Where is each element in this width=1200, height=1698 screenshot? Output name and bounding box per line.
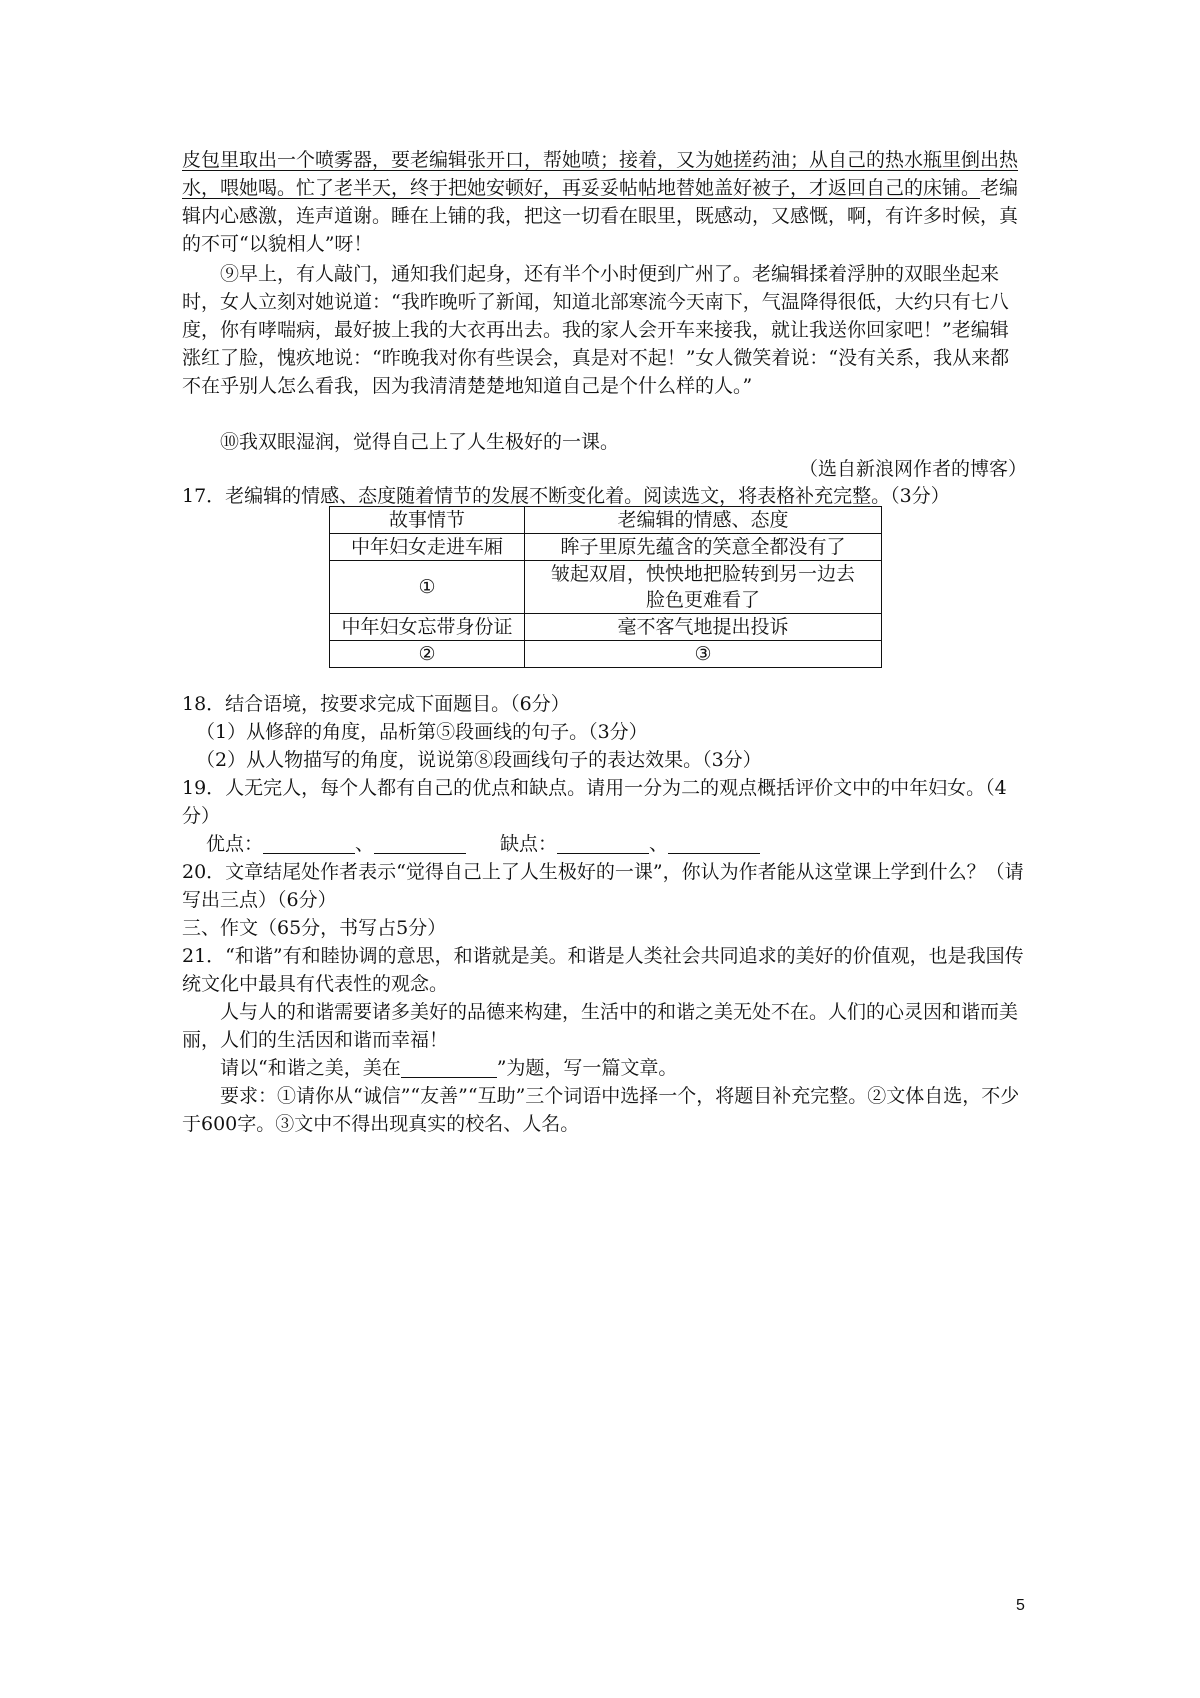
table-row	[330, 614, 882, 641]
underlined-sentence: 皮包里取出一个喷雾器，要老编辑张开口，帮她喷；接着，又为她搓药油；从自己的热水瓶里倒出热水，喂她喝。忙了老半天，终于把她安顿好，再妥妥帖帖地替她盖好被子，才返回自己的床铺。	[182, 149, 1019, 199]
passage-paragraph-10: ⑩我双眼湿润，觉得自己上了人生极好的一课。	[220, 431, 620, 453]
section-composition-heading: 三、作文（65分，书写占5分）	[182, 917, 447, 939]
title-blank[interactable]	[401, 1057, 497, 1078]
table-cell: 中年妇女忘带身份证	[330, 614, 525, 641]
strength-blank-2[interactable]	[374, 833, 466, 854]
question-18: 18．结合语境，按要求完成下面题目。（6分） （1）从修辞的角度，品析第⑤段画线的句子。（3分） （2）从人物描写的角度，说说第⑧段画线句子的表达效果。（3分）	[182, 690, 1027, 774]
question-21: 21．“和谐”有和睦协调的意思，和谐就是美。和谐是人类社会共同追求的美好的价值观，也是我国传统文化中最具有代表性的观念。 人与人的和谐需要诸多美好的品德来构建，生活中的和谐之美无处不在。人们的心灵因和谐而美丽，人们的生活因和谐而幸福！ 请以“和谐之美，美在 ”为题，写一篇文章。 要求：①请你从“诚信”“友善”“互助”三个词语中选择一个，将题目补充完整。②文体自选，不少于600字。③文中不得出现真实的校名、人名。	[182, 942, 1027, 1138]
source-note: （选自新浪网作者的博客）	[798, 458, 1027, 480]
question-21-paragraph-2: 人与人的和谐需要诸多美好的品德来构建，生活中的和谐之美无处不在。人们的心灵因和谐而美丽，人们的生活因和谐而幸福！	[182, 1001, 1019, 1051]
question-18-part-2: （2）从人物描写的角度，说说第⑧段画线句子的表达效果。（3分）	[196, 749, 762, 771]
question-17: 17．老编辑的情感、态度随着情节的发展不断变化着。阅读选文，将表格补充完整。（3分）	[182, 485, 950, 507]
table-header: 老编辑的情感、态度	[525, 507, 882, 534]
question-20: 20．文章结尾处作者表示“觉得自己上了人生极好的一课”，你认为作者能从这堂课上学到什么？（请写出三点）（6分）	[182, 861, 1024, 911]
table-row	[330, 534, 882, 561]
answer-line: 优点： 、 缺点： 、	[182, 830, 1027, 858]
passage-paragraph-8	[182, 146, 1027, 258]
question-21-requirements: 要求：①请你从“诚信”“友善”“互助”三个词语中选择一个，将题目补充完整。②文体自选，不少于600字。③文中不得出现真实的校名、人名。	[182, 1085, 1020, 1135]
table-header-row	[330, 507, 882, 534]
plot-attitude-table	[329, 506, 882, 668]
passage-paragraph-9: ⑨早上，有人敲门，通知我们起身，还有半个小时便到广州了。老编辑揉着浮肿的双眼坐起来时，女人立刻对她说道：“我昨晚听了新闻，知道北部寒流今天南下，气温降得很低，大约只有七八度，你有哮喘病，最好披上我的大衣再出去。我的家人会开车来接我，就让我送你回家吧！”老编辑涨红了脸，愧疚地说：“昨晚我对你有些误会，真是对不起！”女人微笑着说：“没有关系，我从来都不在乎别人怎么看我，因为我清清楚楚地知道自己是个什么样的人。”	[182, 263, 1010, 397]
paragraph-8-rest: 老编辑内心感激，连声道谢。睡在上铺的我，把这一切看在眼里，既感动，又感慨，啊，有许多时候，真的不可“以貌相人”呀！	[182, 177, 1019, 255]
question-18-part-1: （1）从修辞的角度，品析第⑤段画线的句子。（3分）	[196, 721, 648, 743]
question-21-title-prompt: 请以“和谐之美，美在 ”为题，写一篇文章。	[220, 1057, 678, 1079]
page-number: 5	[1016, 1597, 1025, 1614]
table-cell: 毫不客气地提出投诉	[525, 614, 882, 641]
table-cell: 皱起双眉，怏怏地把脸转到另一边去 脸色更难看了	[525, 561, 882, 614]
weakness-blank-2[interactable]	[668, 833, 760, 854]
table-cell: 中年妇女走进车厢	[330, 534, 525, 561]
table-header: 故事情节	[330, 507, 525, 534]
table-row	[330, 641, 882, 668]
table-row	[330, 561, 882, 614]
strength-blank-1[interactable]	[263, 833, 355, 854]
table-cell-blank-3: ③	[525, 641, 882, 668]
weakness-blank-1[interactable]	[557, 833, 649, 854]
table-cell: 眸子里原先蕴含的笑意全都没有了	[525, 534, 882, 561]
question-19: 19．人无完人，每个人都有自己的优点和缺点。请用一分为二的观点概括评价文中的中年妇女。（4分） 优点： 、 缺点： 、	[182, 774, 1027, 858]
table-cell-blank-2: ②	[330, 641, 525, 668]
table-cell-blank-1: ①	[330, 561, 525, 614]
